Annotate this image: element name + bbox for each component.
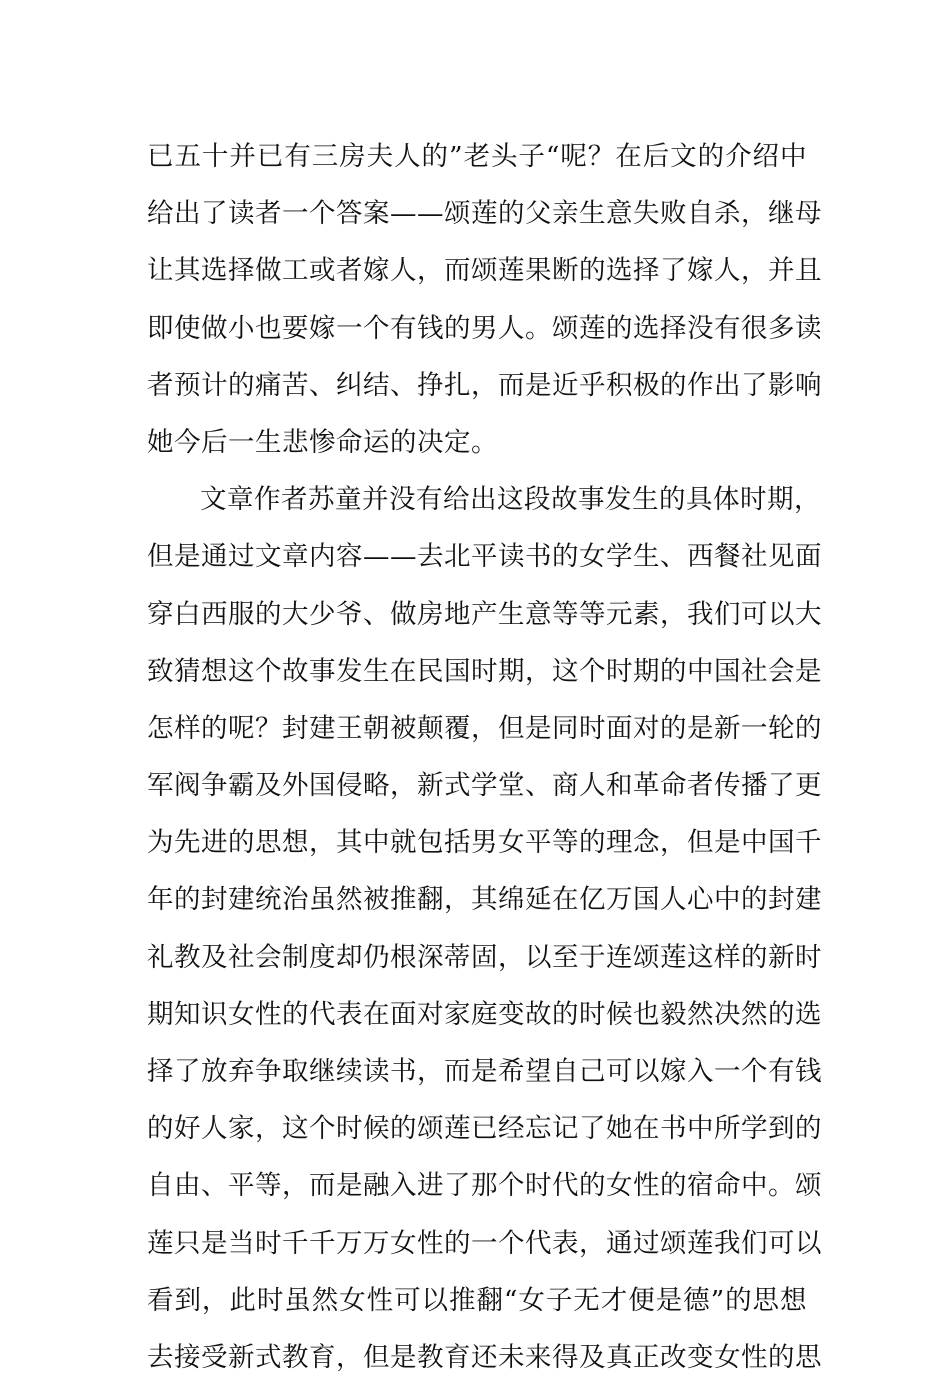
paragraph-end-line: 她今后一生悲惨命运的决定。 [147,426,498,458]
paragraph-start-line: 文章作者苏童并没有给出这段故事发生的具体时期， [200,484,821,516]
text-line: 看到，此时虽然女性可以推翻“女子无才便是德”的思想 [147,1284,807,1316]
text-line: 自由、平等，而是融入进了那个时代的女性的宿命中。颂 [147,1170,822,1202]
text-line: 即使做小也要嫁一个有钱的男人。颂莲的选择没有很多读 [147,312,822,344]
text-line: 者预计的痛苦、纠结、挣扎，而是近乎积极的作出了影响 [147,369,822,401]
text-line: 但是通过文章内容——去北平读书的女学生、西餐社见面 [147,541,822,573]
text-line: 年的封建统治虽然被推翻，其绵延在亿万国人心中的封建 [147,884,822,916]
text-line: 礼教及社会制度却仍根深蒂固，以至于连颂莲这样的新时 [147,941,822,973]
text-line: 择了放弃争取继续读书，而是希望自己可以嫁入一个有钱 [147,1056,822,1087]
text-line: 怎样的呢？封建王朝被颠覆，但是同时面对的是新一轮的 [147,712,822,744]
text-line: 的好人家，这个时候的颂莲已经忘记了她在书中所学到的 [147,1113,822,1145]
text-line: 给出了读者一个答案——颂莲的父亲生意失败自杀，继母 [147,198,822,230]
text-line: 穿白西服的大少爷、做房地产生意等等元素，我们可以大 [147,598,822,630]
text-line: 让其选择做工或者嫁人，而颂莲果断的选择了嫁人，并且 [147,255,822,287]
body-text [147,128,822,1386]
text-line: 致猜想这个故事发生在民国时期，这个时期的中国社会是 [147,655,822,687]
text-line: 期知识女性的代表在面对家庭变故的时候也毅然决然的选 [147,998,822,1030]
text-line: 为先进的思想，其中就包括男女平等的理念，但是中国千 [147,827,822,859]
text-line: 已五十并已有三房夫人的”老头子“呢？在后文的介绍中 [147,141,807,172]
text-line: 莲只是当时千千万万女性的一个代表，通过颂莲我们可以 [147,1227,822,1259]
text-line: 军阀争霸及外国侵略，新式学堂、商人和革命者传播了更 [147,770,822,802]
text-line: 去接受新式教育，但是教育还未来得及真正改变女性的思 [147,1341,822,1373]
